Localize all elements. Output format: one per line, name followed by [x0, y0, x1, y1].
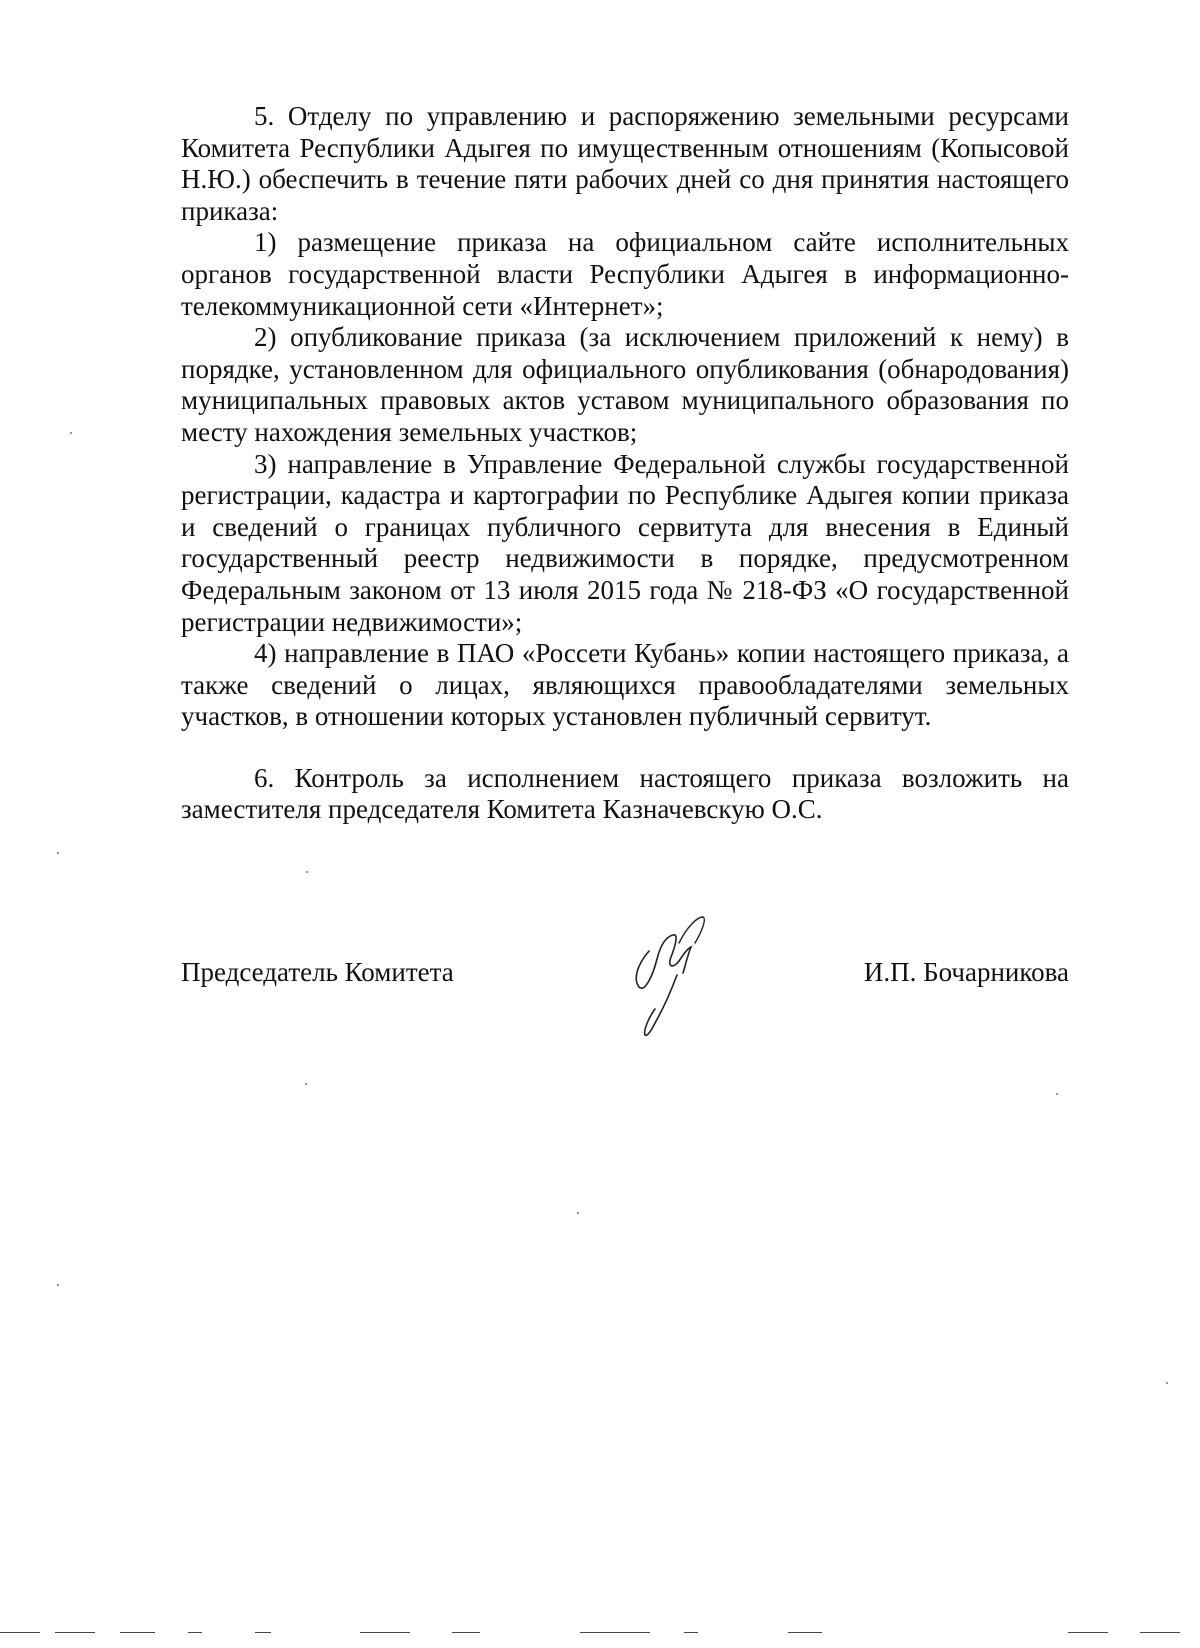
- scan-speck: [57, 1284, 59, 1286]
- signatory-position: Председатель Комитета: [181, 957, 454, 987]
- paragraph-6: 6. Контроль за исполнением настоящего приказа возложить на заместителя председателя Комитета Казначевскую О.С.: [181, 762, 1069, 825]
- scan-speck: [57, 852, 59, 854]
- paragraph-5-item-2: 2) опубликование приказа (за исключением приложений к нему) в порядке, установленном для официального опубликования (обнародования) муниципальных правовых актов уставом муниципального образования по месту нахождения земельных участков;: [181, 322, 1069, 447]
- signature-block: [181, 954, 1069, 994]
- scan-speck: [577, 1212, 579, 1214]
- scan-speck: [306, 871, 308, 873]
- scan-speck: [305, 1083, 307, 1085]
- paragraph-5-item-4: 4) направление в ПАО «Россети Кубань» копии настоящего приказа, а также сведений о лицах, являющихся правообладателями земельных участков, в отношении которых установлен публичный сервитут.: [181, 638, 1069, 732]
- scan-speck: [70, 432, 72, 434]
- handwritten-signature: [627, 913, 717, 1043]
- paragraph-5-item-3: 3) направление в Управление Федеральной службы государственной регистрации, кадастра и картографии по Республике Адыгея копии приказа и сведений о границах публичного сервитута для внесения в Единый государственный реестр недвижимости в порядке, предусмотренном Федеральным законом от 13 июля 2015 года № 218-ФЗ «О государственной регистрации недвижимости»;: [181, 448, 1069, 637]
- scan-speck: [1056, 1093, 1058, 1095]
- paragraph-5: 5. Отделу по управлению и распоряжению земельными ресурсами Комитета Республики Адыгея по имущественным отношениям (Копысовой Н.Ю.) обеспечить в течение пяти рабочих дней со дня принятия настоящего приказа:: [181, 101, 1069, 226]
- paragraph-5-item-1: 1) размещение приказа на официальном сайте исполнительных органов государственной власти Республики Адыгея в информационно-телекоммуникационной сети «Интернет»;: [181, 227, 1069, 321]
- scan-speck: [1166, 1382, 1168, 1384]
- scan-edge-marks: [0, 1632, 1200, 1636]
- signatory-name: И.П. Бочарникова: [863, 957, 1069, 987]
- document-body: [181, 101, 1069, 826]
